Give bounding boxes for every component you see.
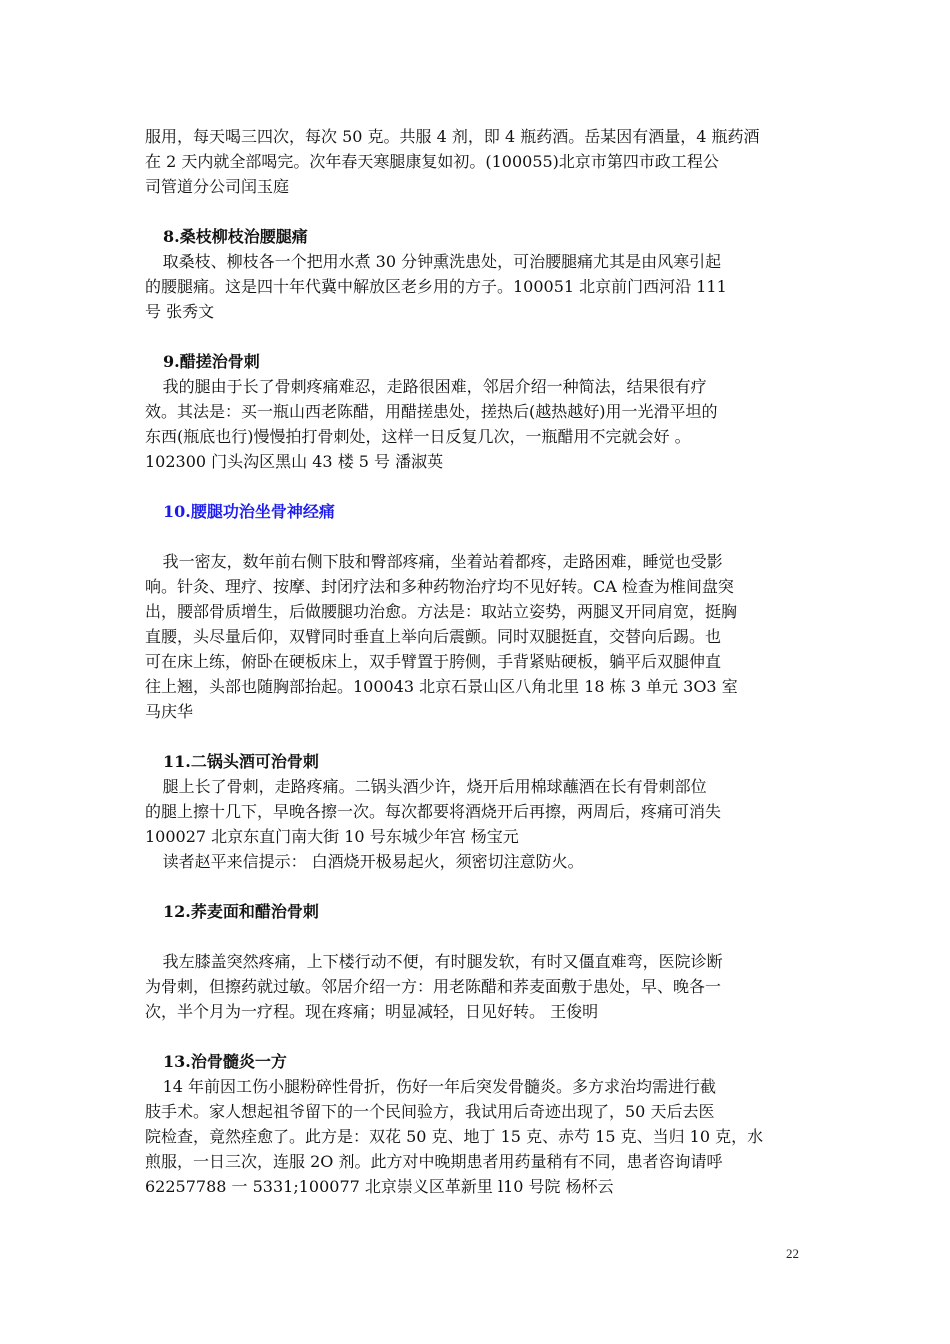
body-line: 直腰，头尽量后仰，双臂同时垂直上举向后震颤。同时双腿挺直，交替向后踢。也 xyxy=(145,627,722,646)
body-line: 的腿上擦十几下，早晚各擦一次。每次都要将酒烧开后再擦，两周后，疼痛可消失 xyxy=(145,802,722,821)
body-line: 可在床上练，俯卧在硬板床上，双手臂置于胯侧，手背紧贴硬板，躺平后双腿伸直 xyxy=(145,652,722,671)
body-line: 马庆华 xyxy=(145,702,194,721)
section-heading: 8.桑枝柳枝治腰腿痛 xyxy=(163,227,308,246)
body-line: 的腰腿痛。这是四十年代冀中解放区老乡用的方子。100051 北京前门西河沿 111 xyxy=(145,277,727,296)
body-line: 往上翘，头部也随胸部抬起。100043 北京石景山区八角北里 18 栋 3 单元 3O3 室 xyxy=(145,677,738,696)
body-line: 煎服，一日三次，连服 2O 剂。此方对中晚期患者用药量稍有不同，患者咨询请呼 xyxy=(145,1152,723,1171)
body-line: 在 2 天内就全部喝完。次年春天寒腿康复如初。(100055)北京市第四市政工程公 xyxy=(145,152,719,171)
body-line: 次，半个月为一疗程。现在疼痛；明显减轻，日见好转。 王俊明 xyxy=(145,1002,599,1021)
section-heading: 9.醋搓治骨刺 xyxy=(163,352,260,371)
body-line: 腿上长了骨刺，走路疼痛。二锅头酒少许，烧开后用棉球蘸酒在长有骨刺部位 xyxy=(162,777,707,796)
section-heading: 10.腰腿功治坐骨神经痛 xyxy=(163,502,335,521)
body-line: 东西(瓶底也行)慢慢拍打骨刺处，这样一日反复几次，一瓶醋用不完就会好 。 xyxy=(145,427,691,446)
body-line: 号 张秀文 xyxy=(145,302,215,321)
body-line: 响。针灸、理疗、按摩、封闭疗法和多种药物治疗均不见好转。CA 检查为椎间盘突 xyxy=(145,577,734,596)
body-line: 出，腰部骨质增生，后做腰腿功治愈。方法是：取站立姿势，两腿叉开同肩宽，挺胸 xyxy=(145,602,738,621)
body-line: 我一密友，数年前右侧下肢和臀部疼痛，坐着站着都疼，走路困难，睡觉也受影 xyxy=(162,552,723,571)
body-line: 肢手术。家人想起祖爷留下的一个民间验方，我试用后奇迹出现了，50 天后去医 xyxy=(145,1102,715,1121)
body-line: 100027 北京东直门南大街 10 号东城少年宫 杨宝元 xyxy=(145,827,519,846)
body-line: 我的腿由于长了骨刺疼痛难忍，走路很困难，邻居介绍一种简法，结果很有疗 xyxy=(162,377,707,396)
body-line: 为骨刺，但擦药就过敏。邻居介绍一方：用老陈醋和荞麦面敷于患处，早、晚各一 xyxy=(145,977,722,996)
body-line: 我左膝盖突然疼痛，上下楼行动不便，有时腿发软，有时又僵直难弯，医院诊断 xyxy=(162,952,723,971)
page-number: 22 xyxy=(786,1246,799,1261)
body-line: 司管道分公司闰玉庭 xyxy=(145,177,290,196)
section-heading: 13.治骨髓炎一方 xyxy=(163,1052,287,1071)
section-heading: 11.二锅头酒可治骨刺 xyxy=(163,752,319,771)
body-line: 102300 门头沟区黑山 43 楼 5 号 潘淑英 xyxy=(145,452,444,471)
body-line: 62257788 一 5331;100077 北京崇义区革新里 l10 号院 杨杯云 xyxy=(145,1177,614,1196)
body-line: 读者赵平来信提示： 白酒烧开极易起火，须密切注意防火。 xyxy=(162,852,584,871)
section-heading: 12.荞麦面和醋治骨刺 xyxy=(163,902,319,921)
page-content xyxy=(145,124,809,1199)
body-line: 14 年前因工伤小腿粉碎性骨折，伤好一年后突发骨髓炎。多方求治均需进行截 xyxy=(162,1077,717,1096)
body-line: 取桑枝、柳枝各一个把用水煮 30 分钟熏洗患处，可治腰腿痛尤其是由风寒引起 xyxy=(162,252,722,271)
body-line: 效。其法是：买一瓶山西老陈醋，用醋搓患处，搓热后(越热越好)用一光滑平坦的 xyxy=(145,402,718,421)
body-line: 服用，每天喝三四次，每次 50 克。共服 4 剂，即 4 瓶药酒。岳某因有酒量，4 瓶药酒 xyxy=(145,127,760,146)
body-line: 院检查，竟然痊愈了。此方是：双花 50 克、地丁 15 克、赤芍 15 克、当归 10 克，水 xyxy=(145,1127,764,1146)
